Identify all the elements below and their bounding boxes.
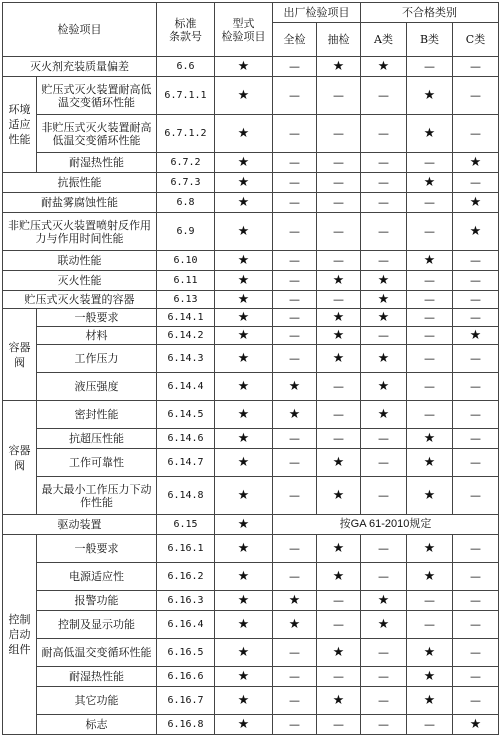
table-row [3, 213, 499, 251]
type-test-star-mark: ★ [215, 477, 273, 515]
class-b-star-mark: ★ [407, 535, 453, 563]
clause-number: 6.7.2 [157, 153, 215, 173]
type-test-star-mark: ★ [215, 115, 273, 153]
type-test-star-mark: ★ [215, 429, 273, 449]
class-a-star-mark: ★ [361, 401, 407, 429]
clause-number: 6.15 [157, 515, 215, 535]
class-b-dash-mark: — [407, 345, 453, 373]
sample-check-dash-mark: — [317, 291, 361, 309]
item-label: 电源适应性 [37, 563, 157, 591]
header-item: 检验项目 [3, 3, 157, 57]
sample-check-star-mark: ★ [317, 535, 361, 563]
class-a-dash-mark: — [361, 173, 407, 193]
full-check-dash-mark: — [273, 327, 317, 345]
item-label: 非贮压式灭火装置耐高低温交变循环性能 [37, 115, 157, 153]
class-b-dash-mark: — [407, 611, 453, 639]
type-test-mark: ★ [215, 515, 273, 535]
type-test-star-mark: ★ [215, 291, 273, 309]
class-c-star-mark: ★ [453, 193, 499, 213]
class-a-dash-mark: — [361, 153, 407, 173]
table-row [3, 193, 499, 213]
full-check-dash-mark: — [273, 291, 317, 309]
type-test-star-mark: ★ [215, 251, 273, 271]
table-row [3, 563, 499, 591]
clause-number: 6.9 [157, 213, 215, 251]
class-b-dash-mark: — [407, 57, 453, 77]
sample-check-dash-mark: — [317, 373, 361, 401]
full-check-dash-mark: — [273, 309, 317, 327]
class-a-star-mark: ★ [361, 611, 407, 639]
type-test-star-mark: ★ [215, 667, 273, 687]
clause-number: 6.16.3 [157, 591, 215, 611]
class-c-star-mark: ★ [453, 153, 499, 173]
class-a-dash-mark: — [361, 213, 407, 251]
full-check-dash-mark: — [273, 563, 317, 591]
group-label-line: 阀 [14, 458, 25, 472]
full-check-dash-mark: — [273, 477, 317, 515]
item-label: 报警功能 [37, 591, 157, 611]
table-row [3, 667, 499, 687]
sample-check-star-mark: ★ [317, 687, 361, 715]
type-test-star-mark: ★ [215, 401, 273, 429]
sample-check-dash-mark: — [317, 173, 361, 193]
item-label: 液压强度 [37, 373, 157, 401]
class-a-dash-mark: — [361, 77, 407, 115]
class-b-star-mark: ★ [407, 429, 453, 449]
clause-number: 6.8 [157, 193, 215, 213]
class-a-star-mark: ★ [361, 291, 407, 309]
type-test-star-mark: ★ [215, 57, 273, 77]
full-check-dash-mark: — [273, 715, 317, 735]
table-row [3, 429, 499, 449]
drive-device-note: 按GA 61-2010规定 [273, 515, 499, 535]
full-check-star-mark: ★ [273, 591, 317, 611]
class-c-dash-mark: — [453, 449, 499, 477]
clause-number: 6.16.4 [157, 611, 215, 639]
item-label: 驱动装置 [3, 515, 157, 535]
class-c-dash-mark: — [453, 401, 499, 429]
type-test-star-mark: ★ [215, 639, 273, 667]
table-row [3, 251, 499, 271]
class-a-star-mark: ★ [361, 57, 407, 77]
full-check-dash-mark: — [273, 535, 317, 563]
class-a-dash-mark: — [361, 667, 407, 687]
table-row [3, 77, 499, 115]
sample-check-star-mark: ★ [317, 449, 361, 477]
header-class-c: C类 [453, 23, 499, 57]
full-check-dash-mark: — [273, 449, 317, 477]
clause-number: 6.14.2 [157, 327, 215, 345]
type-test-star-mark: ★ [215, 173, 273, 193]
item-label: 工作压力 [37, 345, 157, 373]
class-b-dash-mark: — [407, 591, 453, 611]
sample-check-dash-mark: — [317, 213, 361, 251]
type-test-star-mark: ★ [215, 153, 273, 173]
class-a-dash-mark: — [361, 639, 407, 667]
clause-number: 6.16.8 [157, 715, 215, 735]
class-b-dash-mark: — [407, 309, 453, 327]
full-check-dash-mark: — [273, 153, 317, 173]
class-c-dash-mark: — [453, 309, 499, 327]
group-label-line: 控制 [8, 613, 31, 626]
full-check-star-mark: ★ [273, 373, 317, 401]
header-type-test: 型式 检验项目 [215, 3, 273, 57]
type-test-star-mark: ★ [215, 77, 273, 115]
type-test-star-mark: ★ [215, 309, 273, 327]
class-a-dash-mark: — [361, 715, 407, 735]
class-c-dash-mark: — [453, 291, 499, 309]
clause-number: 6.7.3 [157, 173, 215, 193]
full-check-dash-mark: — [273, 251, 317, 271]
class-c-dash-mark: — [453, 535, 499, 563]
full-check-dash-mark: — [273, 639, 317, 667]
clause-number: 6.14.6 [157, 429, 215, 449]
clause-number: 6.14.7 [157, 449, 215, 477]
clause-number: 6.11 [157, 271, 215, 291]
class-b-dash-mark: — [407, 327, 453, 345]
full-check-dash-mark: — [273, 77, 317, 115]
table-row [3, 373, 499, 401]
clause-number: 6.10 [157, 251, 215, 271]
class-a-dash-mark: — [361, 687, 407, 715]
full-check-dash-mark: — [273, 173, 317, 193]
type-test-star-mark: ★ [215, 611, 273, 639]
clause-number: 6.16.2 [157, 563, 215, 591]
group-label-valve1 [3, 309, 37, 401]
header-nonconformity: 不合格类别 [361, 3, 499, 23]
class-c-dash-mark: — [453, 173, 499, 193]
clause-number: 6.16.7 [157, 687, 215, 715]
class-a-dash-mark: — [361, 563, 407, 591]
class-a-dash-mark: — [361, 535, 407, 563]
clause-number: 6.14.5 [157, 401, 215, 429]
clause-number: 6.6 [157, 57, 215, 77]
sample-check-star-mark: ★ [317, 477, 361, 515]
clause-number: 6.14.4 [157, 373, 215, 401]
header-clause: 标准 条款号 [157, 3, 215, 57]
class-c-dash-mark: — [453, 563, 499, 591]
clause-number: 6.14.1 [157, 309, 215, 327]
group-label-line: 性能 [8, 133, 31, 146]
table-row [3, 477, 499, 515]
header-exit-test: 出厂检验项目 [273, 3, 361, 23]
table-row [3, 449, 499, 477]
class-c-dash-mark: — [453, 373, 499, 401]
class-b-dash-mark: — [407, 401, 453, 429]
clause-number: 6.7.1.2 [157, 115, 215, 153]
class-b-star-mark: ★ [407, 251, 453, 271]
item-label: 灭火性能 [3, 271, 157, 291]
class-b-star-mark: ★ [407, 639, 453, 667]
clause-number: 6.16.1 [157, 535, 215, 563]
sample-check-dash-mark: — [317, 193, 361, 213]
class-c-dash-mark: — [453, 57, 499, 77]
class-c-star-mark: ★ [453, 327, 499, 345]
full-check-dash-mark: — [273, 213, 317, 251]
table-row [3, 115, 499, 153]
class-c-star-mark: ★ [453, 715, 499, 735]
class-b-star-mark: ★ [407, 667, 453, 687]
item-label: 工作可靠性 [37, 449, 157, 477]
group-label-line: 组件 [8, 643, 31, 656]
sample-check-star-mark: ★ [317, 639, 361, 667]
header-class-a: A类 [361, 23, 407, 57]
class-c-dash-mark: — [453, 271, 499, 291]
class-a-dash-mark: — [361, 449, 407, 477]
sample-check-star-mark: ★ [317, 309, 361, 327]
group-label-line: 启动 [8, 628, 31, 641]
full-check-star-mark: ★ [273, 611, 317, 639]
item-label: 贮压式灭火装置的容器 [3, 291, 157, 309]
class-a-dash-mark: — [361, 115, 407, 153]
type-test-star-mark: ★ [215, 193, 273, 213]
item-label: 抗振性能 [3, 173, 157, 193]
clause-number: 6.14.3 [157, 345, 215, 373]
class-b-dash-mark: — [407, 213, 453, 251]
table-row [3, 345, 499, 373]
sample-check-dash-mark: — [317, 591, 361, 611]
item-label: 耐高低温交变循环性能 [37, 639, 157, 667]
item-label: 贮压式灭火装置耐高低温交变循环性能 [37, 77, 157, 115]
class-c-dash-mark: — [453, 429, 499, 449]
sample-check-dash-mark: — [317, 611, 361, 639]
class-a-star-mark: ★ [361, 309, 407, 327]
full-check-dash-mark: — [273, 687, 317, 715]
class-a-dash-mark: — [361, 477, 407, 515]
item-label: 耐盐雾腐蚀性能 [3, 193, 157, 213]
item-label: 最大最小工作压力下动作性能 [37, 477, 157, 515]
type-test-star-mark: ★ [215, 327, 273, 345]
class-b-dash-mark: — [407, 153, 453, 173]
class-c-dash-mark: — [453, 251, 499, 271]
type-test-star-mark: ★ [215, 563, 273, 591]
sample-check-dash-mark: — [317, 115, 361, 153]
class-a-star-mark: ★ [361, 373, 407, 401]
full-check-dash-mark: — [273, 193, 317, 213]
class-b-star-mark: ★ [407, 173, 453, 193]
type-test-star-mark: ★ [215, 213, 273, 251]
clause-number: 6.13 [157, 291, 215, 309]
class-c-dash-mark: — [453, 639, 499, 667]
type-test-star-mark: ★ [215, 373, 273, 401]
group-label-ctrl [3, 535, 37, 735]
type-test-star-mark: ★ [215, 591, 273, 611]
type-test-star-mark: ★ [215, 715, 273, 735]
class-c-star-mark: ★ [453, 213, 499, 251]
table-row [3, 687, 499, 715]
group-label-line: 容器 [8, 443, 31, 457]
clause-number: 6.7.1.1 [157, 77, 215, 115]
sample-check-dash-mark: — [317, 153, 361, 173]
class-c-dash-mark: — [453, 591, 499, 611]
group-label-line: 适应 [8, 118, 31, 131]
sample-check-star-mark: ★ [317, 345, 361, 373]
item-label: 耐湿热性能 [37, 153, 157, 173]
header-class-b: B类 [407, 23, 453, 57]
group-label-line: 容器 [8, 340, 31, 354]
class-b-dash-mark: — [407, 291, 453, 309]
class-b-dash-mark: — [407, 373, 453, 401]
table-row [3, 291, 499, 309]
class-c-dash-mark: — [453, 115, 499, 153]
type-test-star-mark: ★ [215, 449, 273, 477]
item-label: 标志 [37, 715, 157, 735]
clause-number: 6.16.5 [157, 639, 215, 667]
table-row [3, 327, 499, 345]
class-c-dash-mark: — [453, 667, 499, 687]
full-check-star-mark: ★ [273, 401, 317, 429]
table-row [3, 153, 499, 173]
class-a-dash-mark: — [361, 251, 407, 271]
sample-check-star-mark: ★ [317, 271, 361, 291]
table-row [3, 591, 499, 611]
class-c-dash-mark: — [453, 77, 499, 115]
type-test-star-mark: ★ [215, 345, 273, 373]
table-row [3, 173, 499, 193]
inspection-table [2, 2, 499, 735]
item-label: 材料 [37, 327, 157, 345]
full-check-dash-mark: — [273, 115, 317, 153]
class-b-star-mark: ★ [407, 477, 453, 515]
class-a-star-mark: ★ [361, 345, 407, 373]
class-b-star-mark: ★ [407, 115, 453, 153]
class-c-dash-mark: — [453, 477, 499, 515]
table-row [3, 639, 499, 667]
item-label: 控制及显示功能 [37, 611, 157, 639]
class-b-star-mark: ★ [407, 687, 453, 715]
full-check-dash-mark: — [273, 667, 317, 687]
item-label: 其它功能 [37, 687, 157, 715]
header-sample: 抽检 [317, 23, 361, 57]
item-label: 一般要求 [37, 535, 157, 563]
sample-check-dash-mark: — [317, 715, 361, 735]
class-a-dash-mark: — [361, 429, 407, 449]
class-b-star-mark: ★ [407, 563, 453, 591]
table-row [3, 611, 499, 639]
item-label: 密封性能 [37, 401, 157, 429]
clause-number: 6.16.6 [157, 667, 215, 687]
item-label: 灭火剂充装质量偏差 [3, 57, 157, 77]
sample-check-star-mark: ★ [317, 563, 361, 591]
class-c-dash-mark: — [453, 345, 499, 373]
class-a-star-mark: ★ [361, 591, 407, 611]
sample-check-dash-mark: — [317, 429, 361, 449]
group-label-line: 环境 [8, 103, 31, 116]
class-c-dash-mark: — [453, 687, 499, 715]
table-row [3, 715, 499, 735]
group-label-valve2 [3, 401, 37, 515]
item-label: 耐湿热性能 [37, 667, 157, 687]
type-test-star-mark: ★ [215, 535, 273, 563]
item-label: 联动性能 [3, 251, 157, 271]
full-check-dash-mark: — [273, 429, 317, 449]
sample-check-dash-mark: — [317, 251, 361, 271]
class-c-dash-mark: — [453, 611, 499, 639]
sample-check-dash-mark: — [317, 667, 361, 687]
table-row [3, 401, 499, 429]
item-label: 非贮压式灭火装置喷射反作用力与作用时间性能 [3, 213, 157, 251]
class-b-star-mark: ★ [407, 449, 453, 477]
class-b-dash-mark: — [407, 715, 453, 735]
class-b-dash-mark: — [407, 193, 453, 213]
class-a-star-mark: ★ [361, 271, 407, 291]
group-label-line: 阀 [14, 355, 25, 369]
sample-check-star-mark: ★ [317, 57, 361, 77]
table-row [3, 535, 499, 563]
sample-check-dash-mark: — [317, 77, 361, 115]
table-row [3, 57, 499, 77]
table-row [3, 515, 499, 535]
full-check-dash-mark: — [273, 271, 317, 291]
item-label: 抗超压性能 [37, 429, 157, 449]
class-a-dash-mark: — [361, 193, 407, 213]
table-row [3, 271, 499, 291]
type-test-star-mark: ★ [215, 271, 273, 291]
table-body [3, 57, 499, 735]
header-full: 全检 [273, 23, 317, 57]
group-label-env [3, 77, 37, 173]
sample-check-star-mark: ★ [317, 327, 361, 345]
type-test-star-mark: ★ [215, 687, 273, 715]
full-check-dash-mark: — [273, 57, 317, 77]
table-row [3, 309, 499, 327]
class-b-star-mark: ★ [407, 77, 453, 115]
item-label: 一般要求 [37, 309, 157, 327]
sample-check-dash-mark: — [317, 401, 361, 429]
clause-number: 6.14.8 [157, 477, 215, 515]
full-check-dash-mark: — [273, 345, 317, 373]
class-a-dash-mark: — [361, 327, 407, 345]
class-b-dash-mark: — [407, 271, 453, 291]
